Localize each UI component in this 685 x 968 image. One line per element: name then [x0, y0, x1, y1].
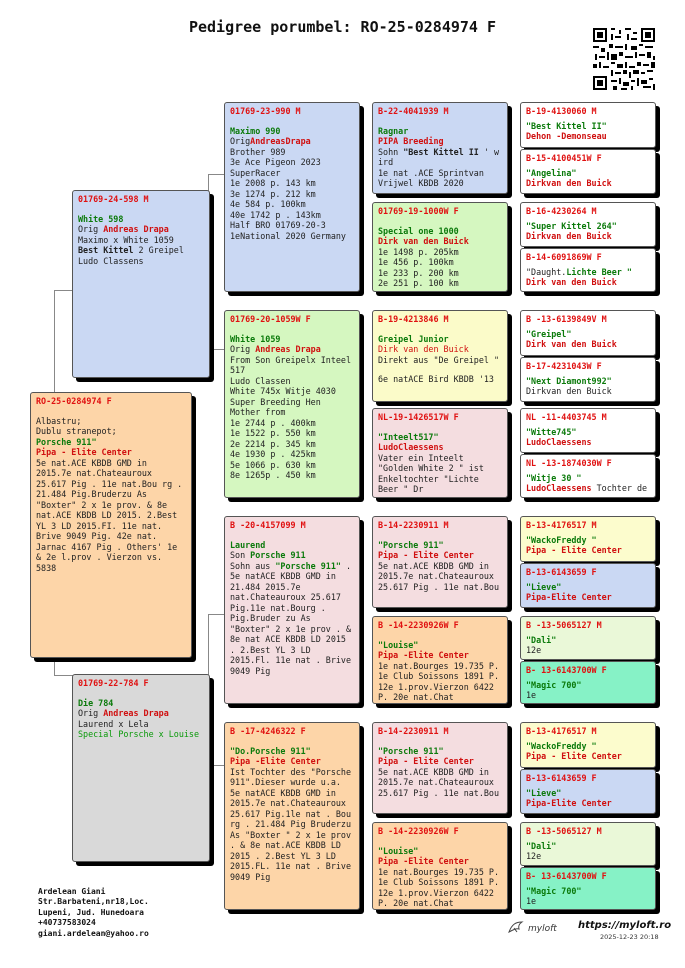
- gp4-ring: B -17-4246322 F: [230, 726, 306, 736]
- grandsire-maternal-card: [224, 516, 360, 704]
- g4-owner: Pipa-Elite Center: [526, 592, 612, 602]
- gp4-name-line: "Do.Porsche 911": [230, 745, 311, 756]
- gp3-text: 5e natACE KBDB GMD in 21.484 2015.7e nat.Chateauroux 25.617 Pig.11e nat.Bourg . Pig.Bruder zu As "Boxter" 2 x 1e prov . & 8e nat ACE KBDB LD 2015 . 2.Best YL 3 LD 2015.Fl. 11e nat . Brive 9049 Pig: [230, 571, 352, 676]
- g4-ring: B-17-4231043W F: [526, 361, 602, 371]
- ggp6-line: P. 20e nat.Chat: [378, 692, 454, 702]
- ggp2-owner: Dirk van den Buick: [378, 236, 469, 246]
- ggp6-line: 12e 1.prov.Vierzon 6422: [378, 681, 494, 692]
- subject-owner: Pipa - Elite Center: [36, 447, 132, 457]
- gp1-line: Brother 989: [230, 146, 286, 157]
- g4-card: [520, 563, 656, 608]
- ggp6-name: "Louise": [378, 639, 419, 650]
- ggp2-ring: 01769-19-1000W F: [378, 206, 459, 216]
- sire-ring: 01769-24-598 M: [78, 194, 149, 204]
- ggp1-line: Vrijwel KBDB 2020: [378, 178, 464, 188]
- g4-card: [520, 102, 656, 148]
- gp2-line: 4e 1930 p . 425km: [230, 449, 316, 459]
- granddam-paternal-card: [224, 310, 360, 498]
- g4-name: "Dali": [526, 840, 557, 851]
- gp3-ring: B -20-4157099 M: [230, 520, 306, 530]
- ggp6-line: 1e nat.Bourges 19.735 P.: [378, 660, 500, 671]
- ggp6-line: 1e Club Soissons 1891 P.: [378, 671, 500, 681]
- ggp4-card: [372, 408, 508, 498]
- ggp8-name: "Louise": [378, 845, 419, 856]
- ggp3-line: Direkt aus "De Greipel ": [378, 354, 500, 365]
- g4-name: "Super Kittel 264": [526, 220, 617, 231]
- sire-best-line: Best Kittel 2 Greipel: [78, 245, 184, 255]
- address-line: Ardelean Giani: [38, 887, 106, 896]
- g4-ring: B- 13-6143700W F: [526, 871, 607, 881]
- gp2-line: 8e 1265p . 450 km: [230, 470, 316, 480]
- ggp3-line: 6e natACE Bird KBDB '13: [378, 374, 494, 384]
- ggp7-owner: Pipa - Elite Center: [378, 756, 474, 766]
- g4-name: "Best Kittel II": [526, 120, 607, 131]
- g4-card: [520, 454, 656, 498]
- dam-ring: 01769-22-784 F: [78, 678, 149, 688]
- g4-owner: 1e: [526, 896, 537, 906]
- g4-owner: Dehon -Demonseau: [526, 131, 607, 141]
- g4-name: "Witje 30 ": [526, 472, 582, 483]
- g4-card: [520, 822, 656, 866]
- g4-card: [520, 408, 656, 453]
- ggp7-line: 2015.7e nat.Chateauroux: [378, 777, 494, 787]
- ggp2-name: Special one 1000: [378, 225, 459, 236]
- ggp4-ring: NL-19-1426517W F: [378, 412, 459, 422]
- dam-note: Special Porsche x Louise: [78, 729, 200, 739]
- gp1-line: Half BRO 01769-20-3: [230, 220, 326, 230]
- sire-owner: Andreas Drapa: [103, 224, 169, 234]
- address-line: Lupeni, Jud. Hunedoara: [38, 907, 144, 917]
- ggp4-owner: LudoClaessens: [378, 442, 444, 452]
- ggp7-card: [372, 722, 508, 814]
- g4-owner: Pipa - Elite Center: [526, 751, 622, 761]
- g4-ring: NL -11-4403745 M: [526, 412, 607, 422]
- ggp4-name: "Inteelt517": [378, 431, 439, 442]
- gp2-line: 2e 2214 p. 345 km: [230, 438, 316, 449]
- g4-card: [520, 149, 656, 194]
- g4-owner: 12e: [526, 851, 542, 861]
- gp1-line: 3e 1274 p. 212 km: [230, 188, 316, 199]
- gp2-owner-line: Orig Andreas Drapa: [230, 344, 321, 354]
- g4-owner: Pipa-Elite Center: [526, 798, 612, 808]
- ggp5-line: 5e nat.ACE KBDB GMD in: [378, 560, 489, 571]
- dam-parents: Laurend x Lela: [78, 718, 149, 729]
- sire-card: [72, 190, 210, 378]
- connector-sire: [208, 174, 224, 350]
- gp2-line: 1e 2744 p . 400km: [230, 417, 316, 428]
- gp1-name: Maximo 990: [230, 125, 281, 136]
- g4-name: "Greipel": [526, 328, 572, 339]
- g4-name: "WackoFreddy ": [526, 740, 597, 751]
- brand-url[interactable]: https://myloft.ro: [578, 920, 672, 931]
- ggp4-text: Vater ein Inteelt "Golden White 2 " ist Enkeltochter "Lichte Beer " Dr: [378, 452, 484, 494]
- address-line: giani.ardelean@yahoo.ro: [38, 928, 149, 938]
- gp4-text: Ist Tochter des "Porsche 911".Dieser wurde u.a. 5e natACE KBDB GMD in 2015.7e nat.Chateauroux 25.617 Pig.1le nat . Bou rg . 21.484 Pig Bruderzu As "Boxter " 2 x 1e prov . & 8e nat.ACE KBDB LD 2015 . 2.Best YL 3 LD 2015.FL. 11e nat . Brive 9049 Pig: [230, 766, 352, 882]
- g4-card: [520, 248, 656, 292]
- connector-dam: [208, 614, 224, 766]
- g4-ring: B-13-4176517 M: [526, 520, 597, 530]
- g4-name: "Lieve": [526, 581, 562, 592]
- ggp6-ring: B -14-2230926W F: [378, 620, 459, 630]
- ggp1-card: [372, 102, 508, 194]
- ggp5-ring: B-14-2230911 M: [378, 520, 449, 530]
- ggp2-line: 2e 251 p. 100 km: [378, 278, 459, 288]
- subject-ring: RO-25-0284974 F: [36, 396, 112, 406]
- g4-ring: B-19-4130060 M: [526, 106, 597, 116]
- ggp8-line: 12e 1.prov.Vierzon 6422: [378, 887, 494, 898]
- g4-card: [520, 516, 656, 562]
- print-date: 2025-12-23 20:18: [600, 933, 659, 941]
- gp1-line: 3e Ace Pigeon 2023: [230, 157, 321, 167]
- ggp3-owner: Dirk van den Buick: [378, 344, 469, 354]
- gp2-line: 5e 1066 p. 630 km: [230, 459, 316, 470]
- ggp2-line: 1e 1498 p. 205km: [378, 246, 459, 257]
- g4-ring: B-13-6143659 F: [526, 773, 597, 783]
- gp3-name: Laurend: [230, 539, 266, 550]
- gp1-line: 40e 1742 p . 143km: [230, 209, 321, 220]
- sire-breeder: Ludo Classens: [78, 255, 144, 266]
- gp1-line: SuperRacer: [230, 167, 281, 178]
- pigeon-icon: [508, 920, 524, 938]
- subject-text: 5e nat.ACE KBDB GMD in 2015.7e nat.Chateauroux 25.617 Pig . 11e nat.Bou rg . 21.484 Pig.Bruderzu As "Boxter" 2 x 1e prov. & 8e nat.ACE KBDB LD 2015. 2.Best YL 3 LD 2015.FI. 11e nat. Brive 9049 Pig. 42e nat. Jarnac 4167 Pig . Others' 1e & 2e l.prov . Vierzon vs. 5838: [36, 457, 183, 573]
- ggp1-line: 1e nat .ACE Sprintvan: [378, 167, 484, 178]
- g4-card: [520, 661, 656, 704]
- gp2-line: Ludo Classen: [230, 375, 291, 386]
- g4-ring: B-15-4100451W F: [526, 153, 602, 163]
- address-line: +40737583024: [38, 918, 96, 928]
- brand-name: myloft: [528, 923, 557, 934]
- granddam-maternal-card: [224, 722, 360, 910]
- ggp3-card: [372, 310, 508, 402]
- brand-logo: [508, 920, 557, 938]
- ggp8-owner: Pipa -Elite Center: [378, 856, 469, 866]
- g4-ring: B- 13-6143700W F: [526, 665, 607, 675]
- ggp8-line: P. 20e nat.Chat: [378, 898, 454, 908]
- gp4-owner: Pipa -Elite Center: [230, 756, 321, 766]
- g4-name-line: "Daught.Lichte Beer ": [526, 266, 632, 277]
- ggp8-line: 1e Club Soissons 1891 P.: [378, 877, 500, 887]
- ggp1-name: Ragnar: [378, 125, 409, 136]
- address-line: Str.Barbateni,nr18,Loc.: [38, 897, 149, 907]
- gp3-son-line: Son Porsche 911: [230, 550, 306, 560]
- g4-owner: Dirkvan den Buick: [526, 231, 612, 241]
- gp1-line: 1eNational 2020 Germany: [230, 230, 346, 241]
- gp2-line: 1e 1522 p. 550 km: [230, 428, 316, 438]
- g4-owner: 12e: [526, 645, 542, 655]
- g4-ring: B-13-4176517 M: [526, 726, 597, 736]
- g4-ring: NL -13-1874030W F: [526, 458, 612, 468]
- owner-address: [38, 887, 149, 939]
- g4-ring: B-13-6143659 F: [526, 567, 597, 577]
- ggp7-name: "Porsche 911": [378, 745, 444, 756]
- subject-name: Porsche 911": [36, 436, 97, 447]
- g4-card: [520, 310, 656, 356]
- g4-owner: Dirkvan den Buick: [526, 386, 612, 396]
- g4-name: "Witte745": [526, 426, 577, 437]
- ggp5-card: [372, 516, 508, 608]
- sire-parents: Maximo x White 1059: [78, 234, 174, 245]
- ggp1-sohn-line: Sohn "Best Kittel II ' w ird: [378, 146, 500, 167]
- g4-card: [520, 867, 656, 910]
- g4-name: "Magic 700": [526, 885, 582, 896]
- ggp7-line: 25.617 Pig . 11e nat.Bou: [378, 787, 500, 798]
- g4-owner: 1e: [526, 690, 537, 700]
- g4-owner-line: LudoClaessens Tochter de: [526, 483, 648, 493]
- g4-ring: B -13-5065127 M: [526, 620, 602, 630]
- subject-color: Albastru;: [36, 415, 82, 426]
- g4-ring: B-14-6091869W F: [526, 252, 602, 262]
- g4-card: [520, 202, 656, 247]
- ggp7-line: 5e nat.ACE KBDB GMD in: [378, 766, 489, 777]
- g4-name: "Next Diamont992": [526, 375, 612, 386]
- ggp5-name: "Porsche 911": [378, 539, 444, 550]
- ggp1-owner: PIPA Breeding: [378, 136, 444, 146]
- ggp8-ring: B -14-2230926W F: [378, 826, 459, 836]
- gp2-name: White 1059: [230, 333, 281, 344]
- g4-card: [520, 769, 656, 814]
- gp2-ring: 01769-20-1059W F: [230, 314, 311, 324]
- page-title: Pedigree porumbel: RO-25-0284974 F: [188, 18, 497, 36]
- ggp5-line: 25.617 Pig . 11e nat.Bou: [378, 581, 500, 592]
- g4-name: "Lieve": [526, 787, 562, 798]
- g4-name: "WackoFreddy ": [526, 534, 597, 545]
- subject-note: Dublu stranepot;: [36, 426, 117, 436]
- g4-name: "Magic 700": [526, 679, 582, 690]
- ggp2-line: 1e 456 p. 100km: [378, 257, 454, 267]
- ggp3-ring: B-19-4213846 M: [378, 314, 449, 324]
- ggp1-ring: B-22-4041939 M: [378, 106, 449, 116]
- ggp2-line: 1e 233 p. 200 km: [378, 267, 459, 278]
- dam-name: Die 784: [78, 697, 114, 708]
- g4-card: [520, 722, 656, 768]
- ggp5-line: 2015.7e nat.Chateauroux: [378, 571, 494, 581]
- sire-name: White 598: [78, 213, 124, 224]
- g4-owner: LudoClaessens: [526, 437, 592, 447]
- g4-card: [520, 616, 656, 660]
- g4-name: "Angelina": [526, 167, 577, 178]
- ggp6-card: [372, 616, 508, 704]
- ggp5-owner: Pipa - Elite Center: [378, 550, 474, 560]
- gp1-line: 1e 2008 p. 143 km: [230, 178, 316, 188]
- gp1-ring: 01769-23-990 M: [230, 106, 301, 116]
- gp2-line: From Son Greipelx Inteel 517: [230, 354, 352, 375]
- gp2-line: White 745x Witje 4030: [230, 386, 336, 396]
- ggp8-card: [372, 822, 508, 910]
- g4-ring: B-16-4230264 M: [526, 206, 597, 216]
- dam-card: [72, 674, 210, 862]
- gp2-line: Super Breeding Hen: [230, 396, 321, 407]
- grandsire-paternal-card: [224, 102, 360, 292]
- g4-ring: B -13-5065127 M: [526, 826, 602, 836]
- g4-owner: Dirk van den Buick: [526, 339, 617, 349]
- ggp6-owner: Pipa -Elite Center: [378, 650, 469, 660]
- g4-owner: Dirkvan den Buick: [526, 178, 612, 188]
- g4-card: [520, 357, 656, 402]
- g4-ring: B -13-6139849V M: [526, 314, 607, 324]
- qr-code: [591, 26, 657, 92]
- g4-owner: Pipa - Elite Center: [526, 545, 622, 555]
- sire-owner-line: Orig Andreas Drapa: [78, 224, 169, 234]
- ggp7-ring: B-14-2230911 M: [378, 726, 449, 736]
- ggp8-line: 1e nat.Bourges 19.735 P.: [378, 866, 500, 877]
- g4-name: "Dali": [526, 634, 557, 645]
- gp3-sohn-line: Sohn aus "Porsche 911" .: [230, 560, 352, 571]
- dam-owner-line: Orig Andreas Drapa: [78, 708, 169, 718]
- ggp2-card: [372, 202, 508, 292]
- gp1-line: 4e 584 p. 100km: [230, 199, 306, 209]
- g4-owner: Dirk van den Buick: [526, 277, 617, 287]
- ggp3-name: Greipel Junior: [378, 333, 449, 344]
- dam-owner: Andreas Drapa: [103, 708, 169, 718]
- subject-card: [30, 392, 192, 658]
- gp1-owner-line: OrigAndreasDrapa: [230, 136, 311, 146]
- gp2-line: Mother from: [230, 407, 286, 417]
